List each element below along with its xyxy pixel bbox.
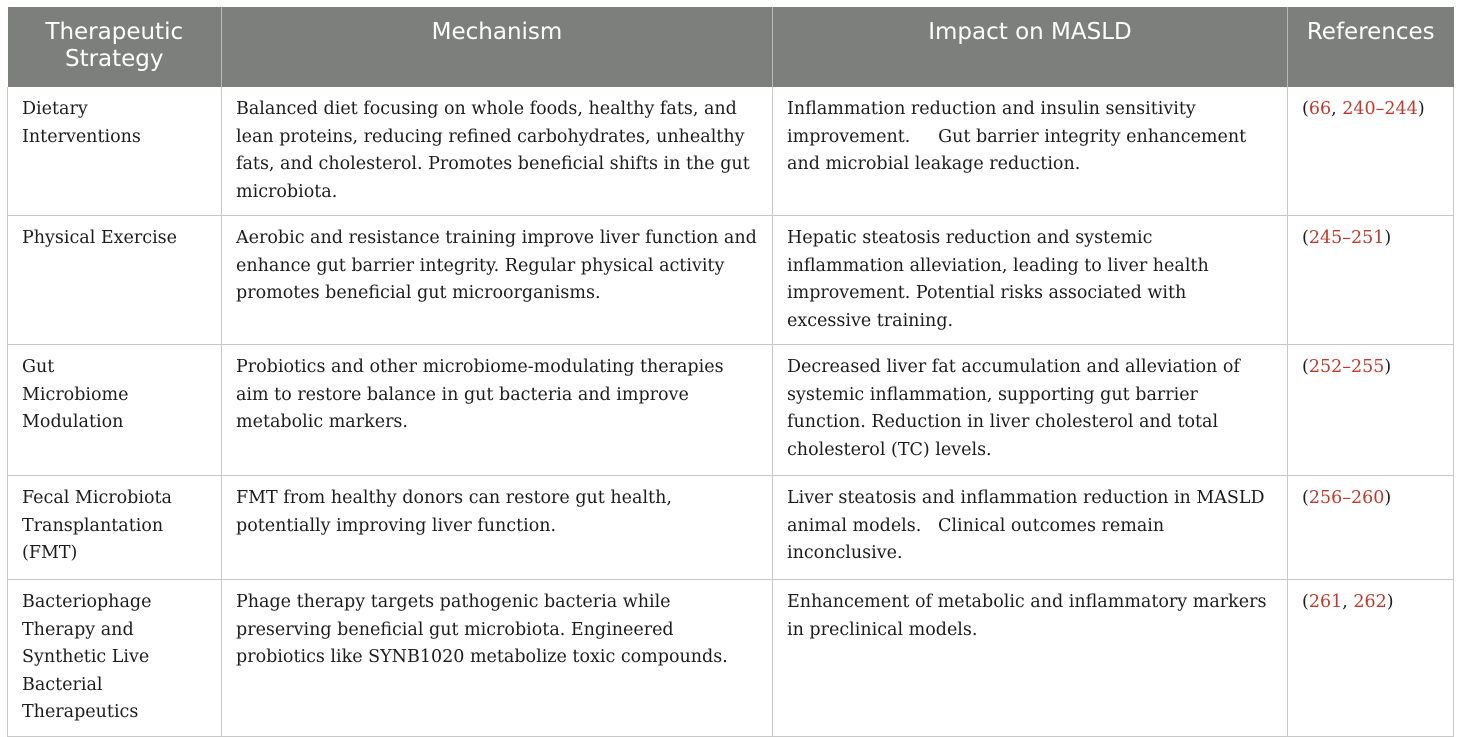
- header-mechanism: Mechanism: [222, 7, 773, 87]
- mechanism-cell: Phage therapy targets pathogenic bacteria while preserving beneficial gut microbiota. Engineered probiotics like SYNB1020 metabolize toxic compounds.: [222, 580, 773, 737]
- references-cell: (245–251): [1288, 216, 1454, 345]
- reference-link[interactable]: 261: [1308, 592, 1343, 612]
- references-cell: (66, 240–244): [1288, 87, 1454, 216]
- header-references: References: [1288, 7, 1454, 87]
- impact-cell: Hepatic steatosis reduction and systemic inflammation alleviation, leading to liver health improvement. Potential risks associated with excessive training.: [773, 216, 1288, 345]
- strategy-cell: Gut Microbiome Modulation: [8, 345, 222, 476]
- reference-link[interactable]: 252–255: [1308, 357, 1385, 377]
- mechanism-cell: Balanced diet focusing on whole foods, healthy fats, and lean proteins, reducing refined carbohydrates, unhealthy fats, and cholesterol. Promotes beneficial shifts in the gut microbiota.: [222, 87, 773, 216]
- strategy-cell: Dietary Interventions: [8, 87, 222, 216]
- header-impact-on-masld: Impact on MASLD: [773, 7, 1288, 87]
- mechanism-cell: Aerobic and resistance training improve liver function and enhance gut barrier integrity. Regular physical activity promotes beneficial gut microorganisms.: [222, 216, 773, 345]
- reference-link[interactable]: 262: [1353, 592, 1387, 612]
- header-therapeutic-strategy: Therapeutic Strategy: [8, 7, 222, 87]
- references-cell: (256–260): [1288, 476, 1454, 580]
- reference-link[interactable]: 66: [1308, 99, 1332, 119]
- table-row: [8, 580, 1454, 737]
- reference-link[interactable]: 245–251: [1308, 228, 1385, 248]
- references-cell: (261, 262): [1288, 580, 1454, 737]
- therapeutic-strategies-table-container: [7, 7, 1453, 737]
- strategy-cell: Bacteriophage Therapy and Synthetic Live Bacterial Therapeutics: [8, 580, 222, 737]
- mechanism-cell: FMT from healthy donors can restore gut health, potentially improving liver function.: [222, 476, 773, 580]
- strategy-cell: Physical Exercise: [8, 216, 222, 345]
- impact-cell: Decreased liver fat accumulation and alleviation of systemic inflammation, supporting gut barrier function. Reduction in liver cholesterol and total cholesterol (TC) levels.: [773, 345, 1288, 476]
- therapeutic-strategies-table: [7, 7, 1454, 737]
- reference-link[interactable]: 256–260: [1308, 488, 1385, 508]
- impact-cell: Inflammation reduction and insulin sensitivity improvement. Gut barrier integrity enhancement and microbial leakage reduction.: [773, 87, 1288, 216]
- mechanism-cell: Probiotics and other microbiome-modulating therapies aim to restore balance in gut bacteria and improve metabolic markers.: [222, 345, 773, 476]
- reference-link[interactable]: 240–244: [1342, 99, 1418, 119]
- table-row: [8, 87, 1454, 216]
- strategy-cell: Fecal Microbiota Transplantation (FMT): [8, 476, 222, 580]
- impact-cell: Enhancement of metabolic and inflammatory markers in preclinical models.: [773, 580, 1288, 737]
- references-cell: (252–255): [1288, 345, 1454, 476]
- table-header-row: [8, 7, 1454, 87]
- table-row: [8, 345, 1454, 476]
- table-row: [8, 216, 1454, 345]
- impact-cell: Liver steatosis and inflammation reduction in MASLD animal models. Clinical outcomes remain inconclusive.: [773, 476, 1288, 580]
- table-row: [8, 476, 1454, 580]
